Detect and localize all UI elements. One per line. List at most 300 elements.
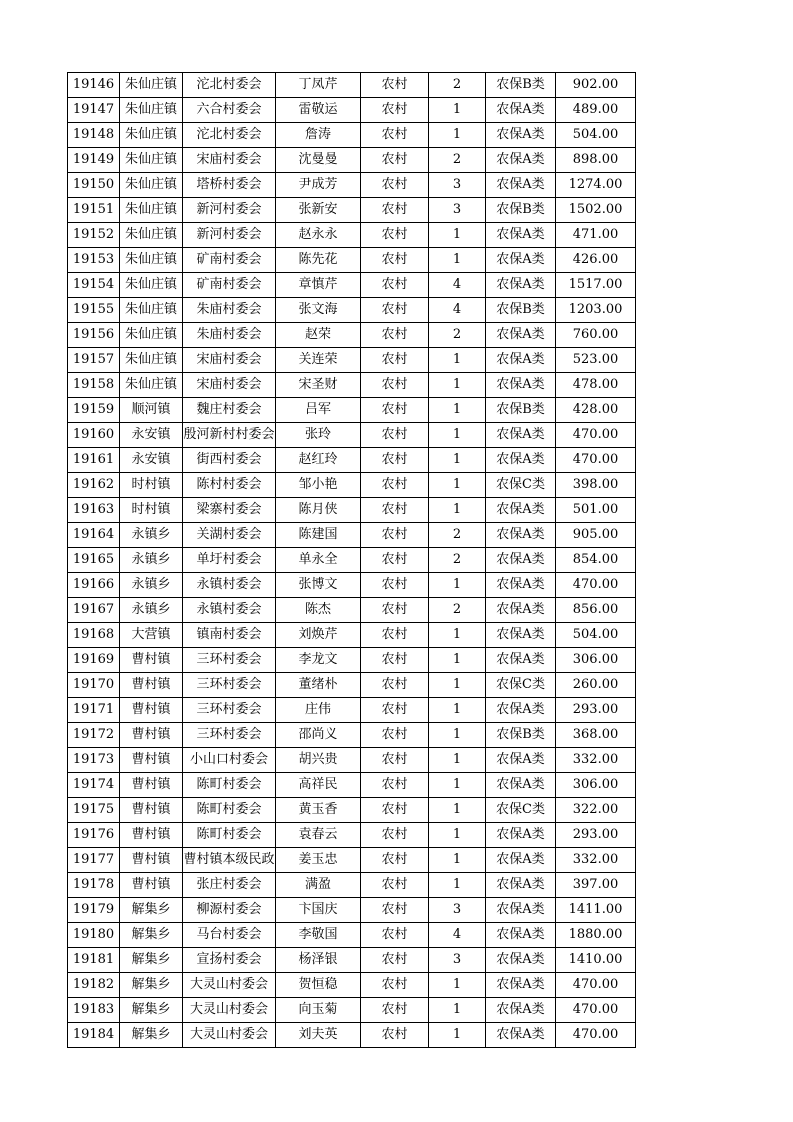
member-count-cell: 1 xyxy=(429,573,486,598)
amount-cell: 1517.00 xyxy=(556,273,636,298)
village-cell: 新河村委会 xyxy=(183,198,276,223)
village-cell: 陈村村委会 xyxy=(183,473,276,498)
table-row xyxy=(68,873,636,898)
town-cell: 顺河镇 xyxy=(120,398,183,423)
town-cell: 朱仙庄镇 xyxy=(120,123,183,148)
name-cell: 陈月侠 xyxy=(276,498,361,523)
category-cell: 农保B类 xyxy=(486,398,556,423)
town-cell: 曹村镇 xyxy=(120,798,183,823)
category-cell: 农保A类 xyxy=(486,773,556,798)
record-id-cell: 19175 xyxy=(68,798,120,823)
member-count-cell: 1 xyxy=(429,1023,486,1048)
category-cell: 农保A类 xyxy=(486,273,556,298)
village-cell: 魏庄村委会 xyxy=(183,398,276,423)
town-cell: 曹村镇 xyxy=(120,823,183,848)
household-type-cell: 农村 xyxy=(361,548,429,573)
table-row xyxy=(68,123,636,148)
table-row xyxy=(68,823,636,848)
name-cell: 宋圣财 xyxy=(276,373,361,398)
category-cell: 农保B类 xyxy=(486,73,556,98)
village-cell: 大灵山村委会 xyxy=(183,998,276,1023)
member-count-cell: 1 xyxy=(429,848,486,873)
town-cell: 曹村镇 xyxy=(120,848,183,873)
category-cell: 农保A类 xyxy=(486,348,556,373)
town-cell: 解集乡 xyxy=(120,973,183,998)
member-count-cell: 3 xyxy=(429,173,486,198)
member-count-cell: 2 xyxy=(429,548,486,573)
amount-cell: 1274.00 xyxy=(556,173,636,198)
town-cell: 解集乡 xyxy=(120,1023,183,1048)
household-type-cell: 农村 xyxy=(361,473,429,498)
category-cell: 农保A类 xyxy=(486,123,556,148)
category-cell: 农保B类 xyxy=(486,298,556,323)
member-count-cell: 1 xyxy=(429,248,486,273)
household-type-cell: 农村 xyxy=(361,423,429,448)
record-id-cell: 19157 xyxy=(68,348,120,373)
name-cell: 张博文 xyxy=(276,573,361,598)
household-type-cell: 农村 xyxy=(361,223,429,248)
amount-cell: 504.00 xyxy=(556,623,636,648)
category-cell: 农保A类 xyxy=(486,573,556,598)
town-cell: 解集乡 xyxy=(120,898,183,923)
household-type-cell: 农村 xyxy=(361,798,429,823)
household-type-cell: 农村 xyxy=(361,698,429,723)
member-count-cell: 2 xyxy=(429,323,486,348)
village-cell: 大灵山村委会 xyxy=(183,973,276,998)
town-cell: 解集乡 xyxy=(120,998,183,1023)
household-type-cell: 农村 xyxy=(361,348,429,373)
town-cell: 曹村镇 xyxy=(120,723,183,748)
member-count-cell: 4 xyxy=(429,923,486,948)
member-count-cell: 3 xyxy=(429,898,486,923)
table-row xyxy=(68,473,636,498)
household-type-cell: 农村 xyxy=(361,748,429,773)
member-count-cell: 1 xyxy=(429,823,486,848)
category-cell: 农保A类 xyxy=(486,973,556,998)
record-id-cell: 19166 xyxy=(68,573,120,598)
member-count-cell: 1 xyxy=(429,448,486,473)
village-cell: 朱庙村委会 xyxy=(183,298,276,323)
village-cell: 塔桥村委会 xyxy=(183,173,276,198)
village-cell: 镇南村委会 xyxy=(183,623,276,648)
town-cell: 朱仙庄镇 xyxy=(120,248,183,273)
name-cell: 丁凤芹 xyxy=(276,73,361,98)
name-cell: 杨泽银 xyxy=(276,948,361,973)
member-count-cell: 1 xyxy=(429,873,486,898)
household-type-cell: 农村 xyxy=(361,448,429,473)
name-cell: 高祥民 xyxy=(276,773,361,798)
category-cell: 农保A类 xyxy=(486,423,556,448)
amount-cell: 470.00 xyxy=(556,998,636,1023)
village-cell: 柳源村委会 xyxy=(183,898,276,923)
town-cell: 朱仙庄镇 xyxy=(120,98,183,123)
village-cell: 张庄村委会 xyxy=(183,873,276,898)
household-type-cell: 农村 xyxy=(361,523,429,548)
town-cell: 解集乡 xyxy=(120,923,183,948)
village-cell: 街西村委会 xyxy=(183,448,276,473)
category-cell: 农保A类 xyxy=(486,148,556,173)
table-row xyxy=(68,173,636,198)
record-id-cell: 19170 xyxy=(68,673,120,698)
town-cell: 朱仙庄镇 xyxy=(120,298,183,323)
table-row xyxy=(68,673,636,698)
village-cell: 关湖村委会 xyxy=(183,523,276,548)
category-cell: 农保B类 xyxy=(486,723,556,748)
amount-cell: 332.00 xyxy=(556,848,636,873)
village-cell: 永镇村委会 xyxy=(183,573,276,598)
name-cell: 李龙文 xyxy=(276,648,361,673)
amount-cell: 306.00 xyxy=(556,648,636,673)
category-cell: 农保A类 xyxy=(486,823,556,848)
category-cell: 农保A类 xyxy=(486,848,556,873)
table-row xyxy=(68,748,636,773)
table-row xyxy=(68,298,636,323)
name-cell: 张文海 xyxy=(276,298,361,323)
household-type-cell: 农村 xyxy=(361,373,429,398)
table-row xyxy=(68,448,636,473)
record-id-cell: 19153 xyxy=(68,248,120,273)
amount-cell: 470.00 xyxy=(556,423,636,448)
record-id-cell: 19173 xyxy=(68,748,120,773)
record-id-cell: 19162 xyxy=(68,473,120,498)
table-row xyxy=(68,623,636,648)
record-id-cell: 19172 xyxy=(68,723,120,748)
record-id-cell: 19184 xyxy=(68,1023,120,1048)
table-row xyxy=(68,998,636,1023)
record-id-cell: 19167 xyxy=(68,598,120,623)
village-cell: 三环村委会 xyxy=(183,698,276,723)
category-cell: 农保A类 xyxy=(486,898,556,923)
category-cell: 农保A类 xyxy=(486,98,556,123)
table-row xyxy=(68,373,636,398)
household-type-cell: 农村 xyxy=(361,248,429,273)
village-cell: 曹村镇本级民政 xyxy=(183,848,276,873)
town-cell: 永镇乡 xyxy=(120,573,183,598)
household-type-cell: 农村 xyxy=(361,948,429,973)
name-cell: 詹涛 xyxy=(276,123,361,148)
household-type-cell: 农村 xyxy=(361,173,429,198)
member-count-cell: 1 xyxy=(429,798,486,823)
record-id-cell: 19158 xyxy=(68,373,120,398)
name-cell: 张玲 xyxy=(276,423,361,448)
household-type-cell: 农村 xyxy=(361,1023,429,1048)
household-type-cell: 农村 xyxy=(361,73,429,98)
table-row xyxy=(68,723,636,748)
name-cell: 陈先花 xyxy=(276,248,361,273)
village-cell: 六合村委会 xyxy=(183,98,276,123)
village-cell: 矿南村委会 xyxy=(183,273,276,298)
village-cell: 单圩村委会 xyxy=(183,548,276,573)
member-count-cell: 3 xyxy=(429,198,486,223)
category-cell: 农保A类 xyxy=(486,873,556,898)
record-id-cell: 19178 xyxy=(68,873,120,898)
town-cell: 解集乡 xyxy=(120,948,183,973)
member-count-cell: 4 xyxy=(429,273,486,298)
name-cell: 卞国庆 xyxy=(276,898,361,923)
record-id-cell: 19156 xyxy=(68,323,120,348)
amount-cell: 523.00 xyxy=(556,348,636,373)
town-cell: 朱仙庄镇 xyxy=(120,198,183,223)
member-count-cell: 1 xyxy=(429,623,486,648)
category-cell: 农保A类 xyxy=(486,373,556,398)
household-type-cell: 农村 xyxy=(361,623,429,648)
town-cell: 永镇乡 xyxy=(120,523,183,548)
record-id-cell: 19159 xyxy=(68,398,120,423)
name-cell: 赵荣 xyxy=(276,323,361,348)
category-cell: 农保A类 xyxy=(486,548,556,573)
table-row xyxy=(68,423,636,448)
amount-cell: 426.00 xyxy=(556,248,636,273)
name-cell: 吕军 xyxy=(276,398,361,423)
amount-cell: 1880.00 xyxy=(556,923,636,948)
town-cell: 永安镇 xyxy=(120,448,183,473)
amount-cell: 471.00 xyxy=(556,223,636,248)
name-cell: 袁春云 xyxy=(276,823,361,848)
record-id-cell: 19168 xyxy=(68,623,120,648)
amount-cell: 760.00 xyxy=(556,323,636,348)
member-count-cell: 4 xyxy=(429,298,486,323)
member-count-cell: 2 xyxy=(429,598,486,623)
village-cell: 三环村委会 xyxy=(183,673,276,698)
household-type-cell: 农村 xyxy=(361,823,429,848)
record-id-cell: 19171 xyxy=(68,698,120,723)
member-count-cell: 1 xyxy=(429,373,486,398)
record-id-cell: 19164 xyxy=(68,523,120,548)
town-cell: 曹村镇 xyxy=(120,673,183,698)
household-type-cell: 农村 xyxy=(361,848,429,873)
name-cell: 沈曼曼 xyxy=(276,148,361,173)
category-cell: 农保C类 xyxy=(486,473,556,498)
table-row xyxy=(68,498,636,523)
member-count-cell: 1 xyxy=(429,123,486,148)
household-type-cell: 农村 xyxy=(361,573,429,598)
village-cell: 陈町村委会 xyxy=(183,773,276,798)
category-cell: 农保C类 xyxy=(486,673,556,698)
name-cell: 满盈 xyxy=(276,873,361,898)
table-row xyxy=(68,948,636,973)
record-id-cell: 19147 xyxy=(68,98,120,123)
record-id-cell: 19160 xyxy=(68,423,120,448)
town-cell: 曹村镇 xyxy=(120,648,183,673)
name-cell: 刘夫英 xyxy=(276,1023,361,1048)
town-cell: 朱仙庄镇 xyxy=(120,73,183,98)
name-cell: 赵永永 xyxy=(276,223,361,248)
member-count-cell: 1 xyxy=(429,998,486,1023)
member-count-cell: 2 xyxy=(429,148,486,173)
town-cell: 曹村镇 xyxy=(120,748,183,773)
household-type-cell: 农村 xyxy=(361,498,429,523)
record-id-cell: 19151 xyxy=(68,198,120,223)
town-cell: 朱仙庄镇 xyxy=(120,348,183,373)
category-cell: 农保A类 xyxy=(486,648,556,673)
household-type-cell: 农村 xyxy=(361,998,429,1023)
member-count-cell: 3 xyxy=(429,948,486,973)
name-cell: 黄玉香 xyxy=(276,798,361,823)
record-id-cell: 19182 xyxy=(68,973,120,998)
table-row xyxy=(68,598,636,623)
amount-cell: 898.00 xyxy=(556,148,636,173)
household-type-cell: 农村 xyxy=(361,773,429,798)
member-count-cell: 1 xyxy=(429,973,486,998)
member-count-cell: 2 xyxy=(429,523,486,548)
amount-cell: 322.00 xyxy=(556,798,636,823)
record-id-cell: 19154 xyxy=(68,273,120,298)
record-id-cell: 19148 xyxy=(68,123,120,148)
amount-cell: 489.00 xyxy=(556,98,636,123)
amount-cell: 1203.00 xyxy=(556,298,636,323)
village-cell: 沱北村委会 xyxy=(183,73,276,98)
amount-cell: 1410.00 xyxy=(556,948,636,973)
table-row xyxy=(68,848,636,873)
town-cell: 朱仙庄镇 xyxy=(120,273,183,298)
village-cell: 矿南村委会 xyxy=(183,248,276,273)
category-cell: 农保A类 xyxy=(486,598,556,623)
name-cell: 陈建国 xyxy=(276,523,361,548)
amount-cell: 504.00 xyxy=(556,123,636,148)
table-row xyxy=(68,223,636,248)
household-type-cell: 农村 xyxy=(361,123,429,148)
town-cell: 朱仙庄镇 xyxy=(120,323,183,348)
household-type-cell: 农村 xyxy=(361,973,429,998)
name-cell: 庄伟 xyxy=(276,698,361,723)
table-body xyxy=(68,73,636,1048)
member-count-cell: 1 xyxy=(429,423,486,448)
category-cell: 农保A类 xyxy=(486,1023,556,1048)
household-type-cell: 农村 xyxy=(361,723,429,748)
table-row xyxy=(68,273,636,298)
name-cell: 向玉菊 xyxy=(276,998,361,1023)
amount-cell: 332.00 xyxy=(556,748,636,773)
member-count-cell: 1 xyxy=(429,673,486,698)
name-cell: 关连荣 xyxy=(276,348,361,373)
amount-cell: 478.00 xyxy=(556,373,636,398)
village-cell: 宣扬村委会 xyxy=(183,948,276,973)
town-cell: 永镇乡 xyxy=(120,548,183,573)
record-id-cell: 19181 xyxy=(68,948,120,973)
household-type-cell: 农村 xyxy=(361,398,429,423)
village-cell: 梁寨村委会 xyxy=(183,498,276,523)
record-id-cell: 19180 xyxy=(68,923,120,948)
category-cell: 农保A类 xyxy=(486,448,556,473)
table-row xyxy=(68,398,636,423)
table-row xyxy=(68,148,636,173)
village-cell: 沱北村委会 xyxy=(183,123,276,148)
amount-cell: 1411.00 xyxy=(556,898,636,923)
category-cell: 农保A类 xyxy=(486,523,556,548)
table-row xyxy=(68,73,636,98)
village-cell: 陈町村委会 xyxy=(183,798,276,823)
town-cell: 朱仙庄镇 xyxy=(120,173,183,198)
category-cell: 农保A类 xyxy=(486,923,556,948)
household-type-cell: 农村 xyxy=(361,298,429,323)
name-cell: 姜玉忠 xyxy=(276,848,361,873)
town-cell: 曹村镇 xyxy=(120,698,183,723)
record-id-cell: 19165 xyxy=(68,548,120,573)
category-cell: 农保A类 xyxy=(486,623,556,648)
table-row xyxy=(68,648,636,673)
household-type-cell: 农村 xyxy=(361,673,429,698)
amount-cell: 293.00 xyxy=(556,698,636,723)
table-row xyxy=(68,548,636,573)
village-cell: 三环村委会 xyxy=(183,648,276,673)
record-id-cell: 19155 xyxy=(68,298,120,323)
amount-cell: 856.00 xyxy=(556,598,636,623)
household-type-cell: 农村 xyxy=(361,898,429,923)
table-row xyxy=(68,923,636,948)
name-cell: 单永全 xyxy=(276,548,361,573)
member-count-cell: 1 xyxy=(429,698,486,723)
amount-cell: 260.00 xyxy=(556,673,636,698)
record-id-cell: 19146 xyxy=(68,73,120,98)
village-cell: 新河村委会 xyxy=(183,223,276,248)
table-row xyxy=(68,98,636,123)
member-count-cell: 1 xyxy=(429,748,486,773)
amount-cell: 470.00 xyxy=(556,1023,636,1048)
amount-cell: 398.00 xyxy=(556,473,636,498)
town-cell: 朱仙庄镇 xyxy=(120,373,183,398)
member-count-cell: 1 xyxy=(429,498,486,523)
village-cell: 马台村委会 xyxy=(183,923,276,948)
record-id-cell: 19176 xyxy=(68,823,120,848)
village-cell: 永镇村委会 xyxy=(183,598,276,623)
member-count-cell: 1 xyxy=(429,773,486,798)
household-type-cell: 农村 xyxy=(361,148,429,173)
table-row xyxy=(68,523,636,548)
town-cell: 时村镇 xyxy=(120,473,183,498)
record-id-cell: 19179 xyxy=(68,898,120,923)
table-row xyxy=(68,248,636,273)
amount-cell: 1502.00 xyxy=(556,198,636,223)
member-count-cell: 2 xyxy=(429,73,486,98)
record-id-cell: 19149 xyxy=(68,148,120,173)
village-cell: 朱庙村委会 xyxy=(183,323,276,348)
household-type-cell: 农村 xyxy=(361,648,429,673)
category-cell: 农保A类 xyxy=(486,498,556,523)
category-cell: 农保A类 xyxy=(486,173,556,198)
record-id-cell: 19177 xyxy=(68,848,120,873)
name-cell: 章慎芹 xyxy=(276,273,361,298)
record-id-cell: 19169 xyxy=(68,648,120,673)
table-row xyxy=(68,898,636,923)
town-cell: 大营镇 xyxy=(120,623,183,648)
category-cell: 农保A类 xyxy=(486,223,556,248)
member-count-cell: 1 xyxy=(429,348,486,373)
amount-cell: 293.00 xyxy=(556,823,636,848)
record-id-cell: 19150 xyxy=(68,173,120,198)
member-count-cell: 1 xyxy=(429,223,486,248)
category-cell: 农保A类 xyxy=(486,948,556,973)
household-type-cell: 农村 xyxy=(361,273,429,298)
town-cell: 朱仙庄镇 xyxy=(120,223,183,248)
household-type-cell: 农村 xyxy=(361,923,429,948)
village-cell: 宋庙村委会 xyxy=(183,148,276,173)
data-table xyxy=(67,72,636,1048)
town-cell: 曹村镇 xyxy=(120,873,183,898)
member-count-cell: 1 xyxy=(429,98,486,123)
table-row xyxy=(68,1023,636,1048)
village-cell: 大灵山村委会 xyxy=(183,1023,276,1048)
name-cell: 雷敬运 xyxy=(276,98,361,123)
name-cell: 贺恒稳 xyxy=(276,973,361,998)
household-type-cell: 农村 xyxy=(361,323,429,348)
household-type-cell: 农村 xyxy=(361,873,429,898)
name-cell: 赵红玲 xyxy=(276,448,361,473)
name-cell: 尹成芳 xyxy=(276,173,361,198)
name-cell: 邹小艳 xyxy=(276,473,361,498)
table-row xyxy=(68,573,636,598)
name-cell: 董绪朴 xyxy=(276,673,361,698)
amount-cell: 428.00 xyxy=(556,398,636,423)
